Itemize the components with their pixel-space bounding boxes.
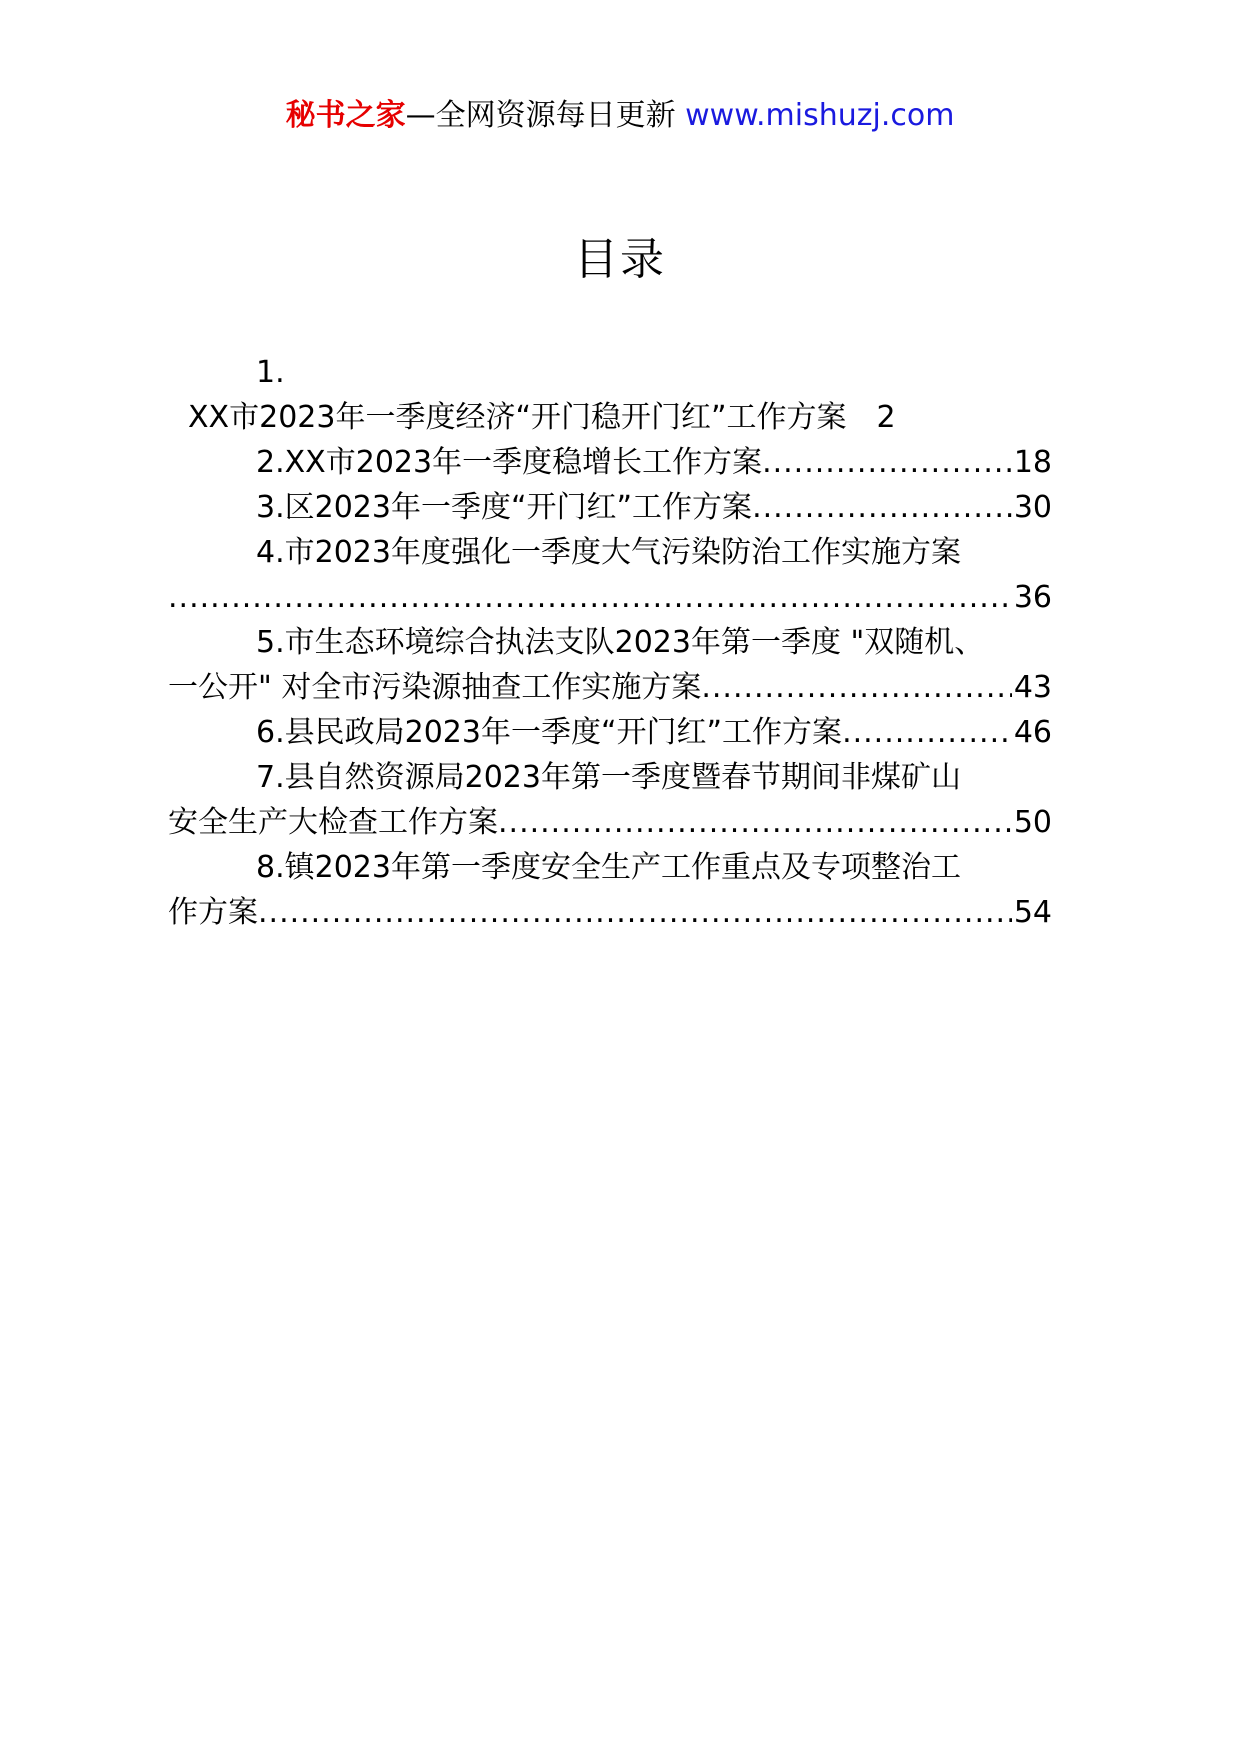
- toc-entry-number: 6.: [256, 715, 285, 750]
- toc-entry-number: 5.: [256, 625, 285, 660]
- toc-entry-page: 36: [1013, 580, 1052, 615]
- toc-leader-dots: [701, 665, 1011, 710]
- site-slogan: —全网资源每日更新: [405, 98, 676, 133]
- toc-leader-dots: [842, 710, 1012, 755]
- toc-leader-dots: [258, 890, 1012, 935]
- toc-entry-page: 30: [1013, 490, 1052, 525]
- toc-entry-5[interactable]: [168, 620, 1052, 710]
- site-url-link[interactable]: www.mishuzj.com: [685, 98, 955, 133]
- toc-entry-title: 县自然资源局2023年第一季度暨春节期间非煤矿山: [284, 760, 961, 795]
- toc-entry-number: 2.: [256, 445, 285, 480]
- toc-entry-page: 46: [1013, 715, 1052, 750]
- toc-entry-title: 县民政局2023年一季度“开门红”工作方案: [284, 715, 843, 750]
- toc-entry-title: XX市2023年一季度经济“开门稳开门红”工作方案: [188, 400, 847, 435]
- toc-leader-dots: [498, 800, 1012, 845]
- toc-entry-page: 2: [876, 400, 896, 435]
- toc-entry-title-continued: 一公开" 对全市污染源抽查工作实施方案: [168, 670, 702, 705]
- toc-entry-number: 3.: [256, 490, 285, 525]
- toc-entry-6[interactable]: [188, 710, 1052, 755]
- toc-leader-dots: [168, 575, 1012, 620]
- toc-entry-3[interactable]: [188, 485, 1052, 530]
- toc-entry-title-continued: 作方案: [168, 895, 258, 930]
- page-title: 目录: [574, 234, 666, 285]
- toc-entry-8[interactable]: [168, 845, 1052, 935]
- site-header: [0, 96, 1240, 136]
- toc-entry-number: 8.: [256, 850, 285, 885]
- toc-entry-title: 市2023年度强化一季度大气污染防治工作实施方案: [284, 535, 961, 570]
- toc-entry-title: XX市2023年一季度稳增长工作方案: [284, 445, 763, 480]
- site-brand: 秘书之家: [285, 98, 406, 133]
- toc-entry-number: 1.: [256, 355, 285, 390]
- toc-entry-page: 54: [1013, 895, 1052, 930]
- toc-leader-dots: [762, 440, 1012, 485]
- toc-entry-number: 7.: [256, 760, 285, 795]
- toc-entry-4[interactable]: [188, 530, 1052, 620]
- toc-entry-1[interactable]: [188, 350, 1052, 440]
- toc-entry-2[interactable]: [188, 440, 1052, 485]
- toc-entry-title: 市生态环境综合执法支队2023年第一季度 "双随机、: [284, 625, 985, 660]
- toc-entry-title-continued: 安全生产大检查工作方案: [168, 805, 498, 840]
- toc-leader-dots: [752, 485, 1012, 530]
- toc-entry-title: 区2023年一季度“开门红”工作方案: [284, 490, 753, 525]
- toc-entry-number: 4.: [256, 535, 285, 570]
- toc-entry-page: 43: [1013, 670, 1052, 705]
- toc-entry-7[interactable]: [168, 755, 1052, 845]
- toc-entry-title: 镇2023年第一季度安全生产工作重点及专项整治工: [284, 850, 961, 885]
- table-of-contents: [168, 350, 1052, 935]
- toc-entry-page: 18: [1013, 445, 1052, 480]
- toc-entry-page: 50: [1013, 805, 1052, 840]
